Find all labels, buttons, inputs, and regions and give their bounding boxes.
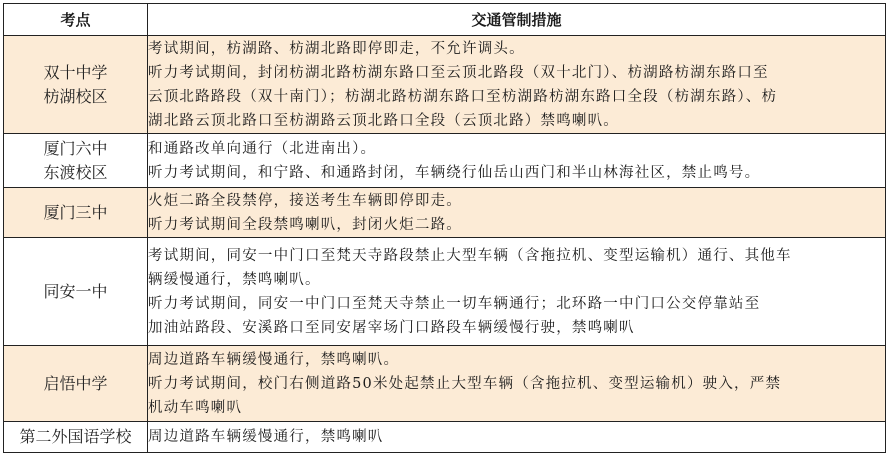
table-row bbox=[4, 346, 886, 422]
traffic-measures-cell bbox=[148, 134, 886, 188]
exam-site-cell bbox=[4, 346, 148, 422]
measure-line: 火炬二路全段禁停，接送考生车辆即停即走。 bbox=[148, 192, 462, 209]
measure-line: 云顶北路路段（双十南门）；枋湖北路枋湖东路口至枋湖路枋湖东路口全段（枋湖东路）、枋 bbox=[148, 88, 778, 105]
measure-line: 听力考试期间，校门右侧道路50米处起禁止大型车辆（含拖拉机、变型运输机）驶入，严禁 bbox=[148, 375, 782, 392]
measure-line: 考试期间，枋湖路、枋湖北路即停即走，不允许调头。 bbox=[148, 40, 525, 57]
exam-site-cell bbox=[4, 134, 148, 188]
exam-site-cell bbox=[4, 188, 148, 238]
school-name-line: 启悟中学 bbox=[43, 373, 108, 393]
traffic-measures-cell bbox=[148, 422, 886, 453]
measure-line: 听力考试期间，和宁路、和通路封闭，车辆绕行仙岳山西门和半山林海社区，禁止鸣号。 bbox=[148, 164, 761, 181]
school-name-line: 第二外国语学校 bbox=[19, 427, 132, 446]
traffic-measures-cell bbox=[148, 36, 886, 134]
measure-line: 辆缓慢通行，禁鸣喇叭。 bbox=[148, 271, 321, 288]
column-header-traffic-measures: 交通管制措施 bbox=[148, 4, 886, 36]
measure-line: 周边道路车辆缓慢通行，禁鸣喇叭。 bbox=[148, 351, 400, 368]
table-row bbox=[4, 188, 886, 238]
school-name-line: 双十中学 bbox=[43, 62, 108, 82]
school-name-line: 枋湖校区 bbox=[43, 86, 108, 106]
school-name-line: 厦门三中 bbox=[43, 202, 108, 222]
exam-site-cell bbox=[4, 422, 148, 453]
measure-line: 听力考试期间全段禁鸣喇叭，封闭火炬二路。 bbox=[148, 216, 462, 233]
exam-site-cell bbox=[4, 238, 148, 346]
table-row bbox=[4, 36, 886, 134]
school-name-line: 同安一中 bbox=[43, 281, 108, 301]
school-name-line: 东渡校区 bbox=[43, 162, 108, 182]
measure-line: 周边道路车辆缓慢通行，禁鸣喇叭 bbox=[148, 429, 384, 445]
measure-line: 听力考试期间，同安一中门口至梵天寺禁止一切车辆通行；北环路一中门口公交停靠站至 bbox=[148, 295, 761, 312]
table-row bbox=[4, 134, 886, 188]
measure-line: 听力考试期间，封闭枋湖北路枋湖东路口至云顶北路段（双十北门）、枋湖路枋湖东路口至 bbox=[148, 64, 769, 81]
table-row bbox=[4, 238, 886, 346]
column-header-exam-site: 考点 bbox=[4, 4, 148, 36]
table-header-row bbox=[4, 4, 886, 36]
traffic-control-table bbox=[3, 3, 886, 453]
traffic-measures-cell bbox=[148, 346, 886, 422]
table-row bbox=[4, 422, 886, 453]
measure-line: 考试期间，同安一中门口至梵天寺路段禁止大型车辆（含拖拉机、变型运输机）通行、其他车 bbox=[148, 247, 792, 264]
measure-line: 加油站路段、安溪路口至同安屠宰场门口路段车辆缓慢行驶，禁鸣喇叭 bbox=[148, 319, 635, 336]
measure-line: 和通路改单向通行（北进南出）。 bbox=[148, 140, 377, 157]
school-name-line: 厦门六中 bbox=[43, 138, 108, 158]
measure-line: 湖北路云顶北路口至枋湖路云顶北路口全段（云顶北路）禁鸣喇叭。 bbox=[148, 112, 619, 129]
traffic-measures-cell bbox=[148, 238, 886, 346]
measure-line: 机动车鸣喇叭 bbox=[148, 399, 243, 416]
exam-site-cell bbox=[4, 36, 148, 134]
traffic-measures-cell bbox=[148, 188, 886, 238]
